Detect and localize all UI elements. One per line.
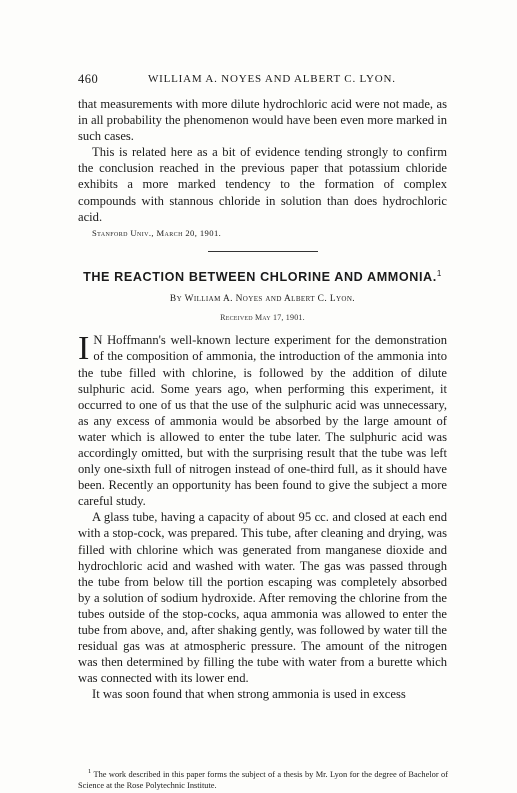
prev-article-paragraph-2: This is related here as a bit of evidence tending strongly to confirm the conclusion reached in the previous paper that potassium chloride exhibits a more marked tendency to the formation of complex compounds with stannous chloride in solution than does hydrochloric acid. [78, 145, 447, 224]
article-paragraph-2: A glass tube, having a capacity of about 95 cc. and closed at each end with a stop-cock, was prepared. This tube, after cleaning and drying, was filled with chlorine which was generated from manganese dioxide and hydrochloric acid and washed with water. The gas was passed through the tube from below till the portion escaping was completely absorbed by a solution of sodium hydroxide. After removing the chlorine from the tubes outside of the stop-cocks, aqua ammonia was allowed to enter the tube from above, and, after shaking gently, was followed by water till the residual gas was at atmospheric pressure. The amount of the nitrogen was then determined by filling the tube with water from a burette which was connected with its lower end. [78, 510, 447, 686]
article-paragraph-3: It was soon found that when strong ammonia is used in excess [92, 687, 406, 702]
prev-article-paragraph-1: that measurements with more dilute hydrochloric acid were not made, as in all probability the phenomenon would have been even more marked in such cases. [78, 97, 447, 144]
article-title-text: THE REACTION BETWEEN CHLORINE AND AMMONIA. [83, 270, 437, 285]
article-paragraph-1 [78, 332, 447, 509]
footnote [78, 766, 448, 791]
drop-cap: I [78, 330, 90, 368]
footnote-text: The work described in this paper forms the subject of a thesis by Mr. Lyon for the degree of Bachelor of Science at the Rose Polytechnic Institute. [78, 769, 449, 790]
footnote-mark: 1 [88, 768, 92, 775]
page-number: 460 [78, 72, 99, 86]
prev-article-affiliation: Stanford Univ., March 20, 1901. [92, 227, 222, 238]
article-byline: By William A. Noyes and Albert C. Lyon. [169, 294, 356, 305]
title-footnote-mark: 1 [436, 268, 442, 278]
article-title [78, 266, 447, 285]
section-divider [208, 251, 318, 252]
page-body [78, 96, 447, 702]
received-date: Received May 17, 1901. [220, 313, 305, 323]
running-title: WILLIAM A. NOYES AND ALBERT C. LYON. [148, 73, 396, 85]
article-paragraph-1-text: N Hoffmann's well-known lecture experiment for the demonstration of the composition of ammonia, the introduction of the ammonia into the tube filled with chlorine, is followed by the addition of dilute sulphuric acid. Some years ago, when performing this experiment, it occurred to one of us that the use of the sulphuric acid was unnecessary, as any excess of ammonia would be absorbed by the large amount of water which is allowed to enter the tube later. The sulphuric acid was accordingly omitted, but with the surprising result that the tube was left only one-sixth full of nitrogen instead of one-third full, as it should have been. Recently an opportunity has been found to give the subject a more careful study. [78, 333, 447, 509]
